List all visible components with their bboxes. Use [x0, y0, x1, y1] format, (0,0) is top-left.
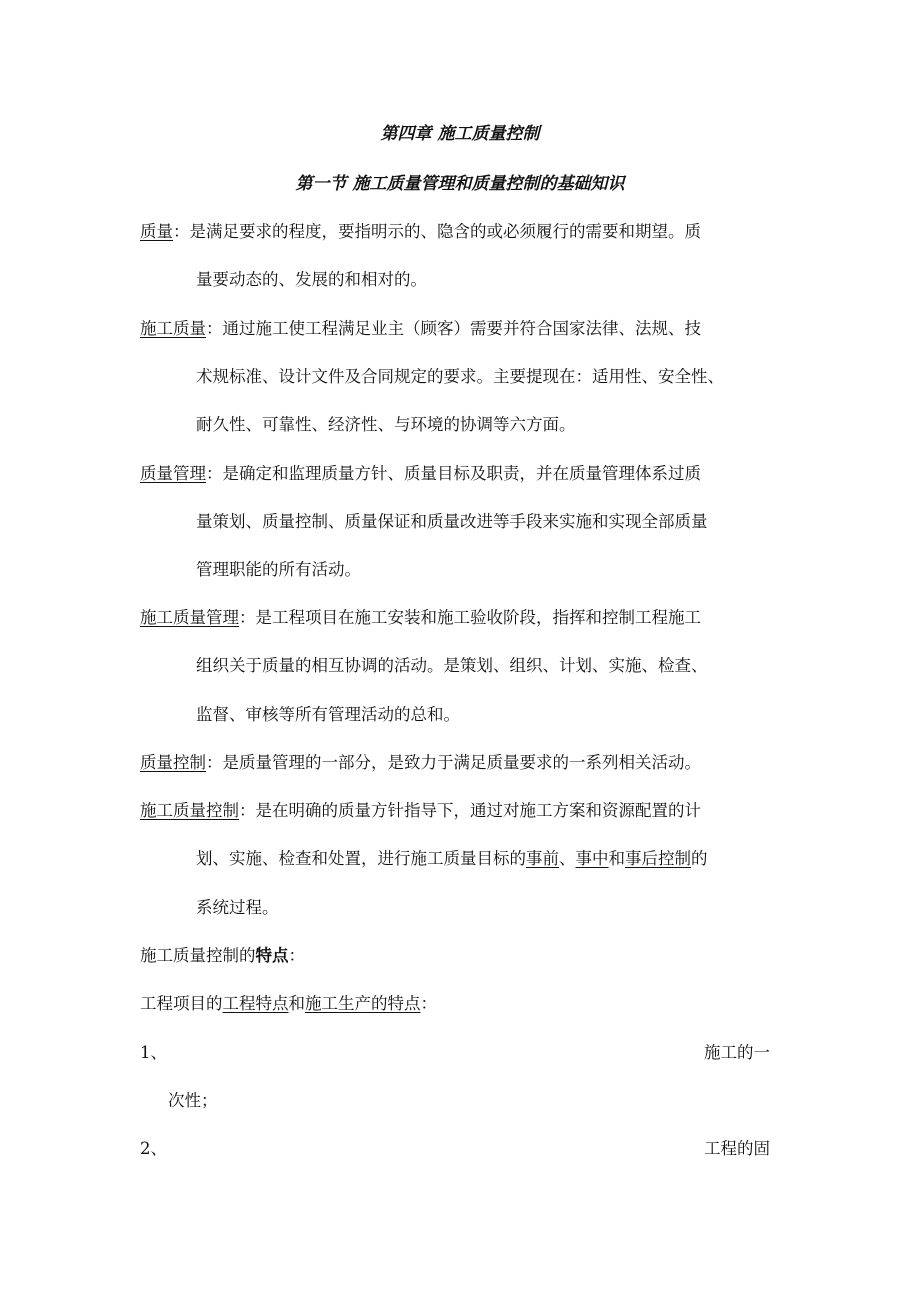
list-item-number: 2、	[140, 1139, 167, 1158]
definition-continuation: 量要动态的、发展的和相对的。	[196, 270, 427, 289]
text-segment: 、	[559, 849, 576, 868]
term-construction-quality-control: 施工质量控制	[140, 801, 239, 820]
list-item-text: 施工的一	[704, 1043, 770, 1062]
definition-text: ：是质量管理的一部分，是致力于满足质量要求的一系列相关活动。	[206, 753, 701, 772]
project-heading	[140, 992, 437, 1016]
section-title: 第一节 施工质量管理和质量控制的基础知识	[295, 174, 625, 194]
definition-text: ：是工程项目在施工安装和施工验收阶段，指挥和控制工程施工	[239, 608, 701, 627]
definition-continuation: 系统过程。	[196, 898, 279, 917]
definition-continuation: 管理职能的所有活动。	[196, 560, 361, 579]
list-item-number: 1、	[140, 1043, 167, 1062]
term-quality-control: 质量控制	[140, 753, 206, 772]
text-segment: 和	[608, 849, 625, 868]
features-heading	[140, 944, 305, 968]
definition-text: ：是在明确的质量方针指导下，通过对施工方案和资源配置的计	[239, 801, 701, 820]
term-construction-quality: 施工质量	[140, 319, 206, 338]
heading-mid: 和	[288, 994, 305, 1013]
term-project-features: 工程特点	[222, 994, 289, 1013]
list-item-text: 工程的固	[704, 1139, 770, 1158]
definition-continuation: 术规标准、设计文件及合同规定的要求。主要提现在：适用性、安全性、	[196, 367, 724, 386]
term-after-control: 事后控制	[625, 849, 691, 868]
list-item-continuation: 次性；	[168, 1091, 218, 1110]
definition-continuation	[196, 847, 708, 871]
term-during-control: 事中	[575, 849, 609, 868]
definition-text: ：是确定和监理质量方针、质量目标及职责，并在质量管理体系过质	[206, 464, 701, 483]
term-construction-quality-management: 施工质量管理	[140, 608, 239, 627]
definition-continuation: 量策划、质量控制、质量保证和质量改进等手段来实施和实现全部质量	[196, 512, 708, 531]
term-quality-management: 质量管理	[140, 464, 206, 483]
heading-prefix: 工程项目的	[140, 994, 223, 1013]
text-segment: 划、实施、检查和处置，进行施工质量目标的	[196, 849, 526, 868]
term-before-control: 事前	[526, 849, 559, 868]
heading-suffix: ：	[288, 946, 305, 965]
definition-construction-quality-control	[140, 799, 701, 823]
text-segment: 的	[691, 849, 708, 868]
chapter-title: 第四章 施工质量控制	[380, 124, 540, 144]
definition-quality-management	[140, 462, 701, 486]
definition-text: ：是满足要求的程度，要指明示的、隐含的或必须履行的需要和期望。质	[173, 222, 701, 241]
definition-construction-quality	[140, 317, 701, 341]
term-quality: 质量	[140, 222, 173, 241]
definition-continuation: 组织关于质量的相互协调的活动。是策划、组织、计划、实施、检查、	[196, 656, 708, 675]
definition-continuation: 监督、审核等所有管理活动的总和。	[196, 705, 460, 724]
definition-construction-quality-management	[140, 606, 701, 630]
definition-text: ：通过施工使工程满足业主（顾客）需要并符合国家法律、法规、技	[206, 319, 701, 338]
heading-bold: 特点	[255, 946, 289, 965]
heading-suffix: ：	[420, 994, 437, 1013]
definition-quality	[140, 220, 701, 244]
term-construction-production-features: 施工生产的特点	[305, 994, 421, 1013]
definition-continuation: 耐久性、可靠性、经济性、与环境的协调等六方面。	[196, 415, 576, 434]
definition-quality-control	[140, 751, 701, 775]
heading-prefix: 施工质量控制的	[140, 946, 256, 965]
